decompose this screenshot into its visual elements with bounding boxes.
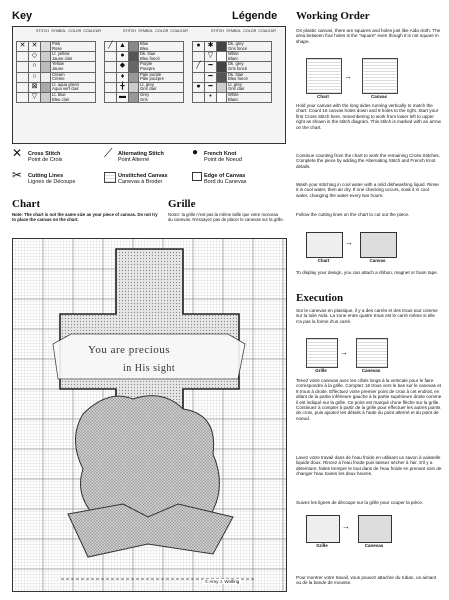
color-en: Lt. grey: [140, 81, 154, 87]
copyright: © Amy J. Wolfing: [205, 579, 240, 584]
swatch: [217, 72, 227, 82]
header-couleur: COULEUR: [83, 29, 101, 33]
color-fr: Gris: [140, 96, 148, 102]
cross-stitch-icon: ✕: [12, 146, 23, 160]
color-en: Pale purple: [140, 71, 162, 77]
color-en: Dk. blue: [228, 71, 244, 77]
color-en: Yellow: [52, 61, 64, 67]
symbol-cell: ━: [205, 72, 217, 82]
canevas-diagram-icon: [356, 338, 388, 368]
arrow-icon: →: [340, 348, 348, 357]
display-chart-label: Chart: [317, 258, 330, 263]
color-name: [51, 82, 96, 92]
execution-p1: Sur le canevas en plastique, il y a des carrés et des trous tout comme sur la toile Aïda. La zone entre quatre trous est le carré même si elle n'a pas la forme d'un carré.: [296, 308, 438, 324]
header-couleur: COULEUR: [258, 29, 276, 33]
key-col-right: [192, 41, 272, 103]
legend-french-knot: [192, 147, 242, 163]
color-name: [227, 82, 272, 92]
color-fr: Bleu foncé: [228, 76, 248, 82]
display-canvas-label: Canvas: [369, 258, 386, 263]
symbol-cell: ✕: [29, 42, 41, 52]
symbol-cell: ⊠: [29, 82, 41, 92]
backstitch-icon: ╱: [193, 62, 205, 72]
header-color: COLOR: [243, 29, 257, 33]
edge-of-canvas-icon: [192, 172, 202, 181]
key-headers-mid: [123, 30, 188, 34]
color-en: White: [228, 91, 239, 97]
swatch: [41, 72, 51, 82]
chart-note-en: Note: The chart is not the same size as your piece of canvas. Do not try to place the canvas on the chart.: [12, 212, 158, 222]
color-fr: Rose: [52, 45, 62, 51]
color-fr: Bleu foncé: [140, 55, 160, 61]
color-en: Purple: [140, 61, 153, 67]
swatch: [129, 52, 139, 62]
color-name: [51, 52, 96, 62]
execution-p2: Tenez votre canevas avec les côtés longs à la verticale pour le faire correspondre à la grille. Comptez 16 trous vers le bas sur le canevas et 8 trous à droite. Effectuez votre premier point de croix à cet endroit, en allant de la partie inférieure gauche à la partie supérieure droite comme il est indiqué sur la grille. Ce point est marqué d'une flèche sur la grille. Continuez à compter à partir de la grille pour effectuer les autres points de croix, puis ajoutez les détails à l'aide du point alterné et du point de noeud.: [296, 378, 442, 421]
color-fr: Bleu clair: [52, 96, 70, 102]
header-stitch: STITCH: [36, 29, 49, 33]
symbol-cell: ▬: [117, 92, 129, 102]
display-canevas-icon: [358, 515, 392, 543]
key-table-left: [16, 41, 96, 103]
swatch: [129, 42, 139, 52]
arrow-icon: →: [342, 522, 350, 531]
color-fr: Blanc: [228, 55, 239, 61]
chart-text-line1: You are precious: [88, 344, 171, 356]
working-order-p5: Follow the cutting lines on the chart to cut out the piece.: [296, 212, 410, 217]
color-fr: Gris foncé: [228, 65, 248, 71]
color-name: [139, 42, 184, 52]
execution-p3: Lavez votre travail dans de l'eau froide en utilisant un savon à vaisselle liquide doux. Rincez à l'eau froide puis laissez sécher à l'air. S'il y a déteinture, faites tremper le tout dans de l'eau froide en prenant soin de changer l'eau toutes les deux heures.: [296, 455, 442, 477]
color-name: [227, 92, 272, 102]
swatch: [41, 52, 51, 62]
key-col-left: [16, 41, 96, 103]
legend-title: Légende: [232, 10, 278, 22]
legend-label-fr: Canevas à Broder: [118, 179, 163, 185]
color-en: Blue: [140, 41, 149, 46]
header-symbol: SYMBOL: [51, 29, 67, 33]
legend-label-fr: Bord du Canevas: [204, 179, 247, 185]
key-title: Key: [12, 10, 33, 22]
color-name: [139, 62, 184, 72]
key-headers-left: [36, 30, 101, 34]
color-en: Dk. grey: [228, 61, 244, 67]
color-name: [51, 62, 96, 72]
legend-alternating-stitch: [104, 146, 164, 163]
key-row: [193, 52, 272, 62]
alternating-stitch-icon: ⟋: [104, 146, 113, 160]
color-fr: Pourpre: [140, 65, 155, 71]
symbol-cell: ○: [29, 72, 41, 82]
color-name: [139, 92, 184, 102]
header-color: COLOR: [155, 29, 169, 33]
canvas-diagram-label: Canvas: [370, 94, 387, 99]
swatch: [217, 62, 227, 72]
working-order-p2: Hold your canvas with the long sides running vertically to match the chart. Count 16 canvas holes down and 8 holes to the right. Start your first Cross Stitch here, remembering to work from lower left to upper right as shown in the stitch diagram. This stitch is marked with an arrow on the chart.: [296, 103, 441, 130]
swatch: [217, 82, 227, 92]
color-name: [139, 72, 184, 82]
color-en: Lt. yellow: [52, 51, 70, 57]
legend-label: Cross Stitch: [28, 151, 61, 157]
symbol-cell: ✱: [205, 42, 217, 52]
symbol-cell: ╋: [117, 82, 129, 92]
key-table-box: [12, 26, 286, 144]
legend-label: Cutting Lines: [28, 173, 64, 179]
display-canevas-label: Canevas: [364, 543, 384, 548]
swatch: [41, 42, 51, 52]
display-grille-label: Grille: [316, 543, 328, 548]
color-name: [139, 52, 184, 62]
unstitched-canvas-icon: [104, 172, 116, 183]
legend-cutting-lines: [12, 168, 76, 185]
color-fr: Jaune: [52, 65, 64, 71]
arrow-icon: →: [345, 238, 353, 247]
key-row: [193, 72, 272, 82]
swatch: [41, 92, 51, 102]
working-order-p4: Wash your stitching in cool water with a mild dishwashing liquid. Rinse it in cool water, then air dry. If one checking occurs, soak it in cool water, changing the water every two hours.: [296, 182, 439, 198]
legend-label: Unstitched Canvas: [118, 173, 168, 179]
key-row: [105, 62, 184, 72]
legend-label-fr: Point Alterné: [118, 157, 150, 163]
color-en: Lt. aqua green: [52, 81, 80, 87]
color-en: Dk. blue: [140, 51, 156, 57]
color-fr: Jaune clair: [52, 55, 73, 61]
symbol-cell: ▽: [205, 52, 217, 62]
key-row: [105, 72, 184, 82]
legend-label: Alternating Stitch: [118, 151, 164, 157]
execution-p5: Pour montrer votre travail, vous pouvez attacher du ruban, un aimant ou de la bande de mousse.: [296, 575, 437, 586]
canevas-diagram-label: Canevas: [361, 368, 381, 373]
color-fr: Crème: [52, 76, 65, 82]
color-fr: Gris clair: [140, 86, 157, 92]
key-row: [105, 42, 184, 52]
scissors-icon: ✂: [12, 168, 23, 182]
swatch: [129, 62, 139, 72]
canvas-diagram-icon: [362, 58, 398, 94]
display-canvas-icon: [360, 232, 397, 258]
key-table-mid: [104, 41, 184, 103]
symbol-cell: ∩: [29, 62, 41, 72]
chart-diagram-icon: [306, 58, 342, 94]
color-name: [51, 42, 96, 52]
working-order-title: Working Order: [296, 10, 370, 22]
key-col-mid: [104, 41, 184, 103]
color-name: [51, 72, 96, 82]
symbol-cell: ●: [117, 52, 129, 62]
legend-label: Edge of Canvas: [204, 173, 246, 179]
key-row: [17, 92, 96, 102]
color-name: [139, 82, 184, 92]
symbol-cell: ━: [205, 62, 217, 72]
header-stitch: STITCH: [211, 29, 224, 33]
color-fr: Aqua vert clair: [52, 86, 79, 92]
swatch: [129, 82, 139, 92]
header-stitch: STITCH: [123, 29, 136, 33]
symbol-cell: ◆: [117, 62, 129, 72]
arrow-icon: →: [344, 72, 352, 81]
color-en: Lt. grey: [228, 81, 242, 87]
working-order-p6: To display your design, you can attach a ribbon, magnet or foam tape.: [296, 270, 438, 275]
header-symbol: SYMBOL: [138, 29, 154, 33]
key-table-right: [192, 41, 272, 103]
symbol-cell: •: [205, 92, 217, 102]
color-fr: Pâle pourpre: [140, 76, 164, 82]
display-chart-icon: [306, 232, 343, 258]
color-en: Dk. grey: [228, 41, 244, 46]
color-name: [227, 72, 272, 82]
symbol-cell: ▽: [29, 92, 41, 102]
chart-text-line2: in His sight: [123, 363, 176, 374]
chart-title: Chart: [12, 198, 41, 210]
color-name: [51, 92, 96, 102]
color-name: [227, 62, 272, 72]
key-row: [193, 42, 272, 52]
symbol-cell: ▲: [117, 42, 129, 52]
key-row: [17, 42, 96, 52]
color-fr: Blanc: [228, 96, 239, 102]
swatch: [217, 52, 227, 62]
color-fr: Gris clair: [228, 86, 245, 92]
key-row: [17, 52, 96, 62]
working-order-p3: Continue counting from the chart to work the remaining Cross Stitches. Complete the piece by adding the Alternating Stitch and French Knot details.: [296, 153, 441, 169]
legend-cross-stitch: [12, 146, 63, 163]
key-row: [17, 82, 96, 92]
key-row: [105, 82, 184, 92]
color-en: Grey: [140, 91, 150, 97]
grille-diagram-icon: [306, 338, 338, 368]
color-en: Pink: [52, 41, 61, 46]
chart-grid-svg: [13, 239, 286, 591]
french-knot-icon: ●: [193, 42, 205, 52]
header-couleur: COULEUR: [170, 29, 188, 33]
swatch: [129, 92, 139, 102]
symbol-cell: ━: [205, 82, 217, 92]
grille-diagram-label: Grille: [315, 368, 327, 373]
color-en: White: [228, 51, 239, 57]
cross-stitch-icon: ✕: [17, 42, 29, 52]
chart-diagram-label: Chart: [317, 94, 329, 99]
legend-label-fr: Lignes de Découpe: [28, 179, 76, 185]
grille-title: Grille: [168, 198, 196, 210]
color-fr: Bleu: [140, 45, 149, 51]
swatch: [217, 92, 227, 102]
swatch: [41, 62, 51, 72]
key-row: [17, 72, 96, 82]
color-en: Cream: [52, 71, 65, 77]
key-headers-right: [211, 30, 276, 34]
execution-p4: Suivez les lignes de découpe sur la grille pour couper la pièce.: [296, 500, 424, 505]
legend-label: French Knot: [204, 151, 237, 157]
key-row: [105, 92, 184, 102]
key-row: [105, 52, 184, 62]
swatch: [217, 42, 227, 52]
swatch: [41, 82, 51, 92]
legend-label-fr: Point de Croix: [28, 157, 63, 163]
swatch: [129, 72, 139, 82]
legend-label-fr: Point de Noeud: [204, 157, 242, 163]
working-order-p1: On plastic canvas, there are squares and holes just like Aida cloth. The area between four holes is the "square" even though it is not square in shape.: [296, 28, 441, 44]
alternating-stitch-icon: ╱: [105, 42, 117, 52]
color-en: Lt. blue: [52, 91, 66, 97]
symbol-cell: ♦: [117, 72, 129, 82]
key-row: [193, 92, 272, 102]
key-row: [17, 62, 96, 72]
execution-title: Execution: [296, 292, 344, 304]
color-fr: Gris foncé: [228, 45, 248, 51]
key-row: [193, 82, 272, 92]
color-name: [227, 52, 272, 62]
display-grille-icon: [306, 515, 340, 543]
cross-stitch-chart: [12, 238, 287, 592]
chart-note-fr: Notez: la grille n'est pas la même taille que votre morceau du canevas. N'essayez pas de placer le canevas sur la grille.: [168, 212, 284, 222]
color-name: [227, 42, 272, 52]
knot-icon: ●: [193, 82, 205, 92]
header-color: COLOR: [68, 29, 82, 33]
symbol-cell: ◇: [29, 52, 41, 62]
key-row: [193, 62, 272, 72]
header-symbol: SYMBOL: [226, 29, 242, 33]
french-knot-icon: ●: [192, 147, 199, 158]
